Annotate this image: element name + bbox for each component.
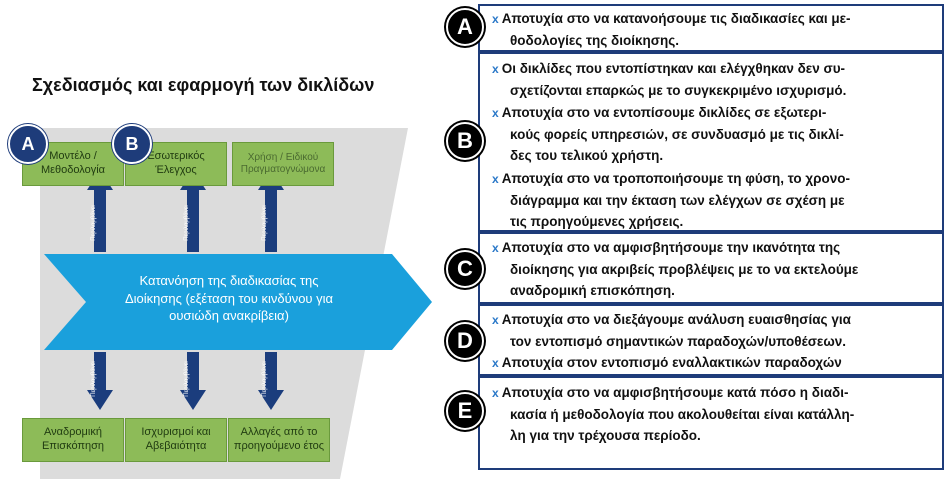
x-mark-icon: x xyxy=(492,12,499,26)
list-item: x Αποτυχία στον εντοπισμό εναλλακτικών παραδοχών xyxy=(492,355,842,370)
arrow-label-up-1: Περιλαμβάνει xyxy=(90,205,97,241)
diagram-shapes xyxy=(0,0,470,479)
process-diagram xyxy=(0,0,470,479)
badge-a: A xyxy=(446,8,484,46)
x-mark-icon: x xyxy=(492,356,499,370)
bottom-box-retrospective: Αναδρομική Επισκόπηση xyxy=(22,418,124,462)
list-item: x Αποτυχία στο να τροποποιήσουμε τη φύση, το χρονο- διάγραμμα και την έκταση των ελέγχων σε σχέση με τις προηγούμενες χρήσεις. xyxy=(492,171,850,229)
diagram-badge-a: A xyxy=(8,124,48,164)
x-mark-icon: x xyxy=(492,172,499,186)
section-c xyxy=(478,232,944,304)
x-mark-icon: x xyxy=(492,386,499,400)
top-box-internal-control: Εσωτερικός Έλεγχος xyxy=(125,142,227,186)
x-mark-icon: x xyxy=(492,106,499,120)
list-item: x Αποτυχία στο να αμφισβητήσουμε κατά πόσο η διαδι- κασία ή μεθοδολογία που ακολουθείται είναι κατάλλη- λη για την τρέχουσα περίοδο. xyxy=(492,385,855,443)
top-box-model: Μοντέλο / Μεθοδολογία xyxy=(22,142,124,186)
diagram-title: Σχεδιασμός και εφαρμογή των δικλίδων xyxy=(32,75,375,95)
arrow-label-down-2: Περιλαμβάνει xyxy=(183,361,190,397)
arrow-label-up-2: Περιλαμβάνει xyxy=(183,205,190,241)
list-item: x Αποτυχία στο να εντοπίσουμε δικλίδες σε εξωτερι- κούς φορείς υπηρεσιών, σε συνδυασμό με τις δικλί- δες του τελικού χρήστη. xyxy=(492,105,844,163)
list-item: x Οι δικλίδες που εντοπίστηκαν και ελέγχθηκαν δεν συ- σχετίζονται επαρκώς με το συγκεκριμένο ισχυρισμό. xyxy=(492,61,847,98)
diagram-badge-b: B xyxy=(112,124,152,164)
section-b xyxy=(478,52,944,232)
badge-d: D xyxy=(446,322,484,360)
list-item: x Αποτυχία στο να αμφισβητήσουμε την ικανότητα της διοίκησης για ακριβείς προβλέψεις με το να εκτελούμε αναδρομική επισκόπηση. xyxy=(492,240,859,298)
x-mark-icon: x xyxy=(492,62,499,76)
section-e xyxy=(478,376,944,470)
arrow-label-up-3: Περιλαμβάνει xyxy=(261,205,268,241)
x-mark-icon: x xyxy=(492,313,499,327)
badge-c: C xyxy=(446,250,484,288)
list-item: x Αποτυχία στο να διεξάγουμε ανάλυση ευαισθησίας για τον εντοπισμό σημαντικών παραδοχών/υποθέσεων. xyxy=(492,312,851,349)
bottom-box-changes: Αλλαγές από το προηγούμενο έτος xyxy=(228,418,330,462)
badge-b: B xyxy=(446,122,484,160)
bottom-box-assertions: Ισχυρισμοί και Αβεβαιότητα xyxy=(125,418,227,462)
section-d xyxy=(478,304,944,376)
badge-e: E xyxy=(446,392,484,430)
top-box-expert: Χρήση / Ειδικού Πραγματογνώμονα xyxy=(232,142,334,186)
arrow-label-down-3: Περιλαμβάνει xyxy=(261,361,268,397)
arrow-label-down-1: Περιλαμβάνει xyxy=(90,361,97,397)
list-item: x Αποτυχία στο να κατανοήσουμε τις διαδικασίες και με- θοδολογίες της διοίκησης. xyxy=(492,11,851,48)
x-mark-icon: x xyxy=(492,241,499,255)
chevron-text: Κατανόηση της διαδικασίας της Διοίκησης (εξέταση του κινδύνου για ουσιώδη ανακρίβεια) xyxy=(124,273,334,324)
section-a xyxy=(478,4,944,52)
